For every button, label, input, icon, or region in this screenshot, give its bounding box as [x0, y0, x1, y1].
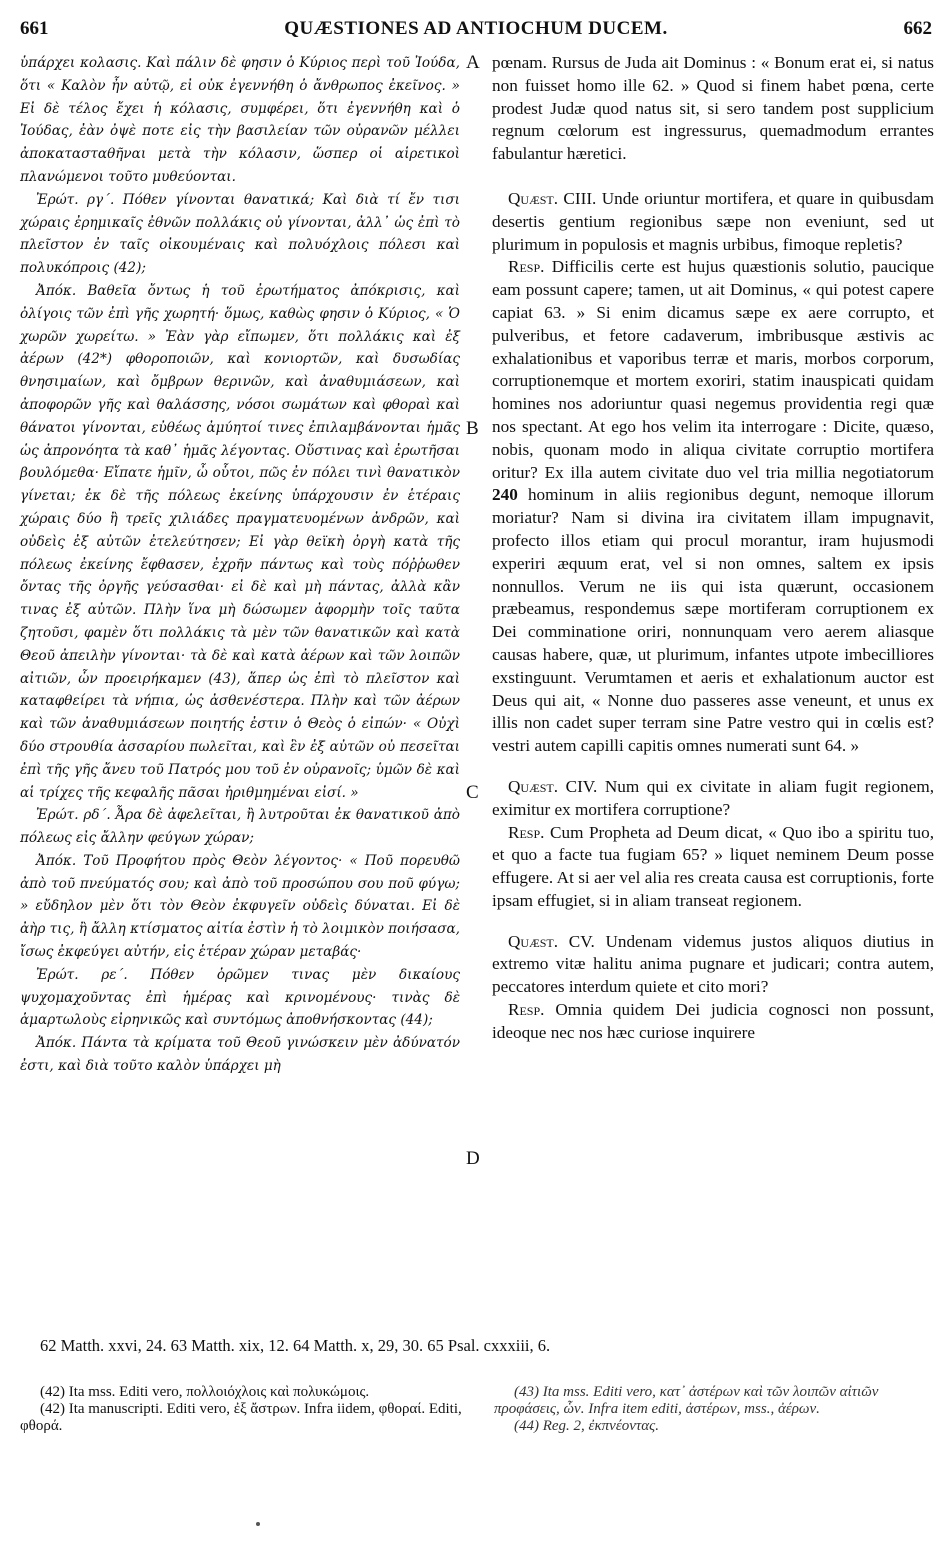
- editorial-notes-right: [494, 1384, 934, 1435]
- editorial-note: (42) Ita mss. Editi vero, πολλοιόχλοις καὶ πολυκώμοις.: [40, 1384, 370, 1400]
- running-header: [20, 18, 932, 44]
- greek-question-103: Ἐρώτ. ργ΄. Πόθεν γίνονται θανατικά; Καὶ διὰ τί ἔν τισι χώραις ἐρημικαῖς ἐθνῶν πολλάκις οὐ γίνονται, ἀλλ᾽ ὡς ἐπὶ τὸ πλεῖστον ἐν ταῖς οἰκουμέναις καὶ πολυόχλοις πόλεσι καὶ πολυκόπροις (42);: [20, 191, 460, 277]
- greek-question-105: Ἐρώτ. ρε΄. Πόθεν ὁρῶμεν τινας μὲν δικαίους ψυχομαχοῦντας ἐπὶ ἡμέρας καὶ κρινομένους· τινὰς δὲ ἁμαρτωλοὺς εἰρηνικῶς καὶ συντόμως ἀποθνήσκοντας (44);: [20, 966, 460, 1029]
- margin-letter-c: C: [466, 782, 479, 803]
- question-label: Quæst.: [508, 188, 559, 208]
- response-label: Resp.: [508, 1000, 545, 1020]
- page-number-left: 661: [20, 18, 49, 39]
- latin-column: [492, 52, 934, 1045]
- column-number: 240: [492, 485, 518, 505]
- latin-question-103: Quæst. CIII. Unde oriuntur mortifera, et quare in quibusdam desertis gentium regionibus sæpe non eveniunt, sed ut plurimum in populosis et magnis urbibus, fimoque repletis?: [492, 188, 934, 254]
- greek-answer-105: Ἀπόκ. Πάντα τὰ κρίματα τοῦ Θεοῦ γινώσκειν μὲν ἀδύνατόν ἐστι, καὶ διὰ τοῦτο καλὸν ὑπάρχει μὴ: [20, 1035, 460, 1075]
- latin-question-104: Quæst. CIV. Num qui ex civitate in aliam fugit regionem, eximitur ex mortifera corruptione?: [492, 776, 935, 819]
- editorial-note: (43) Ita mss. Editi vero, κατ᾽ ἀστέρων καὶ τῶν λοιπῶν αἰτιῶν προφάσεις, ὧν. Infra item editi, ἀστέρων, mss., ἀέρων.: [494, 1384, 879, 1417]
- editorial-notes-left: [20, 1384, 466, 1435]
- latin-response-104: Resp. Cum Propheta ad Deum dicat, « Quo ibo a spiritu tuo, et quo a facte tua fugiam 65? » liquet neminem Deum posse effugere. At si aer vel alia res creata causa est corruptionis, forte ipsam effugiet, si in aliam transeat regionem.: [492, 822, 935, 910]
- page-number-right: 662: [903, 18, 932, 39]
- question-label: Quæst.: [508, 776, 559, 796]
- latin-paragraph: pœnam. Rursus de Juda ait Dominus : « Bonum erat ei, si natus non fuisset homo ille 62. » Quod si finem habet pœna, certe prodest Judæ quod natus sit, si sero tandem post supplicium regnum cœlorum est ingressurus, quemadmodum errantes fabulantur hæretici.: [492, 53, 934, 164]
- greek-question-104: Ἐρώτ. ρδ΄. Ἆρα δὲ ἀφελεῖται, ἢ λυτροῦται ἐκ θανατικοῦ ἀπὸ πόλεως εἰς ἄλλην φεύγων χώραν;: [20, 807, 460, 847]
- greek-answer-104: Ἀπόκ. Τοῦ Προφήτου πρὸς Θεὸν λέγοντος· « Ποῦ πορευθῶ ἀπὸ τοῦ πνεύματός σου; καὶ ἀπὸ τοῦ προσώπου σου ποῦ φύγω; » εὔδηλον μὲν ὅτι τὸν Θεὸν ἐκφυγεῖν οὐδεὶς δύναται. Εἰ δὲ ἀὴρ τις, ἢ ἄλλη κτίσματος αἰτία ἐστὶν ἡ τὸ λοιμικὸν ποιήσασα, ἴσως ἐκφεύγει αὐτήν, εἰς ἑτέραν χώραν μεταβάς·: [20, 852, 460, 961]
- scripture-footnotes: 62 Matth. xxvi, 24. 63 Matth. xix, 12. 64 Matth. x, 29, 30. 65 Psal. cxxxiii, 6.: [40, 1336, 551, 1355]
- latin-question-105: Quæst. CV. Undenam videmus justos aliquos diutius in extremo vitæ halitu anima pugnare et judicari; contra autem, peccatores interdum quiete et cito mori?: [492, 931, 935, 997]
- response-label: Resp.: [508, 257, 545, 277]
- margin-letter-b: B: [466, 418, 479, 439]
- greek-column: [20, 52, 460, 1078]
- greek-paragraph: ὑπάρχει κολασις. Καὶ πάλιν δὲ φησιν ὁ Κύριος περὶ τοῦ Ἰούδα, ὅτι « Καλὸν ἦν αὐτῷ, εἰ οὐκ ἐγεννήθη ὁ ἄνθρωπος ἐκεῖνος. » Εἰ δὲ τέλος ἔχει ἡ κόλασις, συμφέρει, ὅτι ἐγεννήθη καὶ ὁ Ἰούδας, ἐὰν ὀψὲ ποτε εἰς τὴν βασιλείαν τῶν οὐρανῶν μέλλει ἀποκατασταθῆναι μετὰ τὴν κόλασιν, ὥσπερ οἱ αἱρετικοὶ πλανώμενοι τοῦτο μυθεύονται.: [20, 55, 460, 185]
- latin-response-105: Resp. Omnia quidem Dei judicia cognosci non possunt, ideoque nec nos hæc curiose inquirere: [492, 1000, 935, 1042]
- greek-answer-103: Ἀπόκ. Βαθεῖα ὄντως ἡ τοῦ ἐρωτήματος ἀπόκρισις, καὶ ὀλίγοις τῶν ἐπὶ γῆς χωρητή· ὅμως, καθὼς φησιν ὁ Κύριος, « Ὁ χωρῶν χωρείτω. » Ἐὰν γὰρ εἴπωμεν, ὅτι πολλάκις καὶ ἐξ ἀέρων (42*) φθοροποιῶν, καὶ κονιορτῶν, καὶ δυσωδίας θνησιμαίων, καὶ ὄμβρων θερινῶν, καὶ ἀναθυμιάσεων, καὶ ἀποφορῶν γῆς καὶ θαλάσσης, νόσοι σωμάτων καὶ φθοραὶ καὶ θάνατοι γίνονται, εὐθέως ἀμύητοί τινες ἐπιλαμβάνονται ἡμᾶς ὡς ἀπρονόητα τὰ καθ᾽ ἡμᾶς λέγοντας. Οὕστινας καὶ ἐρωτῆσαι βουλόμεθα· Εἴπατε ἡμῖν, ὦ οὗτοι, πῶς ἐν πόλει τινὶ θανατικὸν γίνεται; ἐκ δὲ τῆς πόλεως ἐκείνης ὑπάρχουσιν ἐν ἑτέραις χώραις δύο ἢ τρεῖς χιλιάδες πραγματευομένων ἀνδρῶν, καὶ οὐδεὶς ἐξ αὐτῶν ἐτελεύτησεν; Εἰ γὰρ θεϊκὴ ὀργὴ κατὰ τῆς πόλεως ἐκείνης ἔφθασεν, ἐχρῆν πάντως καὶ τοὺς πόῤῥωθεν ὄντας τῆς ὀργῆς γεύσασθαι· εἰ δὲ καὶ μὴ πάντας, ἀλλὰ κἂν τινας ἐξ αὐτῶν. Πλὴν ἵνα μὴ δώσωμεν ἀφορμὴν τοῖς ταῦτα ζητοῦσι, φαμὲν ὅτι πολλάκις τὰ μὲν τῶν θανατικῶν καὶ κατὰ Θεοῦ ἀπειλὴν γίνονται· τὰ δὲ καὶ κατὰ ἀέρων καὶ τῶν λοιπῶν αἰτιῶν, ὧν προειρήκαμεν (43), ἅπερ ὡς ἐπὶ τὸ πλεῖστον καὶ καταφθείρει τὰ νήπια, ὡς ἀσθενέστερα. Πλὴν καὶ τῶν ἀέρων καὶ τῶν ἀναθυμιάσεων ποιητής ἐστιν ὁ Θεὸς ὁ εἰπών· « Οὐχὶ δύο στρουθία ἀσσαρίου πωλεῖται, καὶ ἓν ἐξ αὐτῶν οὐ πεσεῖται ἐπὶ τῆς γῆς ἄνευ τοῦ Πατρός μου τοῦ ἐν οὐρανοῖς; ὑμῶν δὲ καὶ αἱ τρίχες τῆς κεφαλῆς πᾶσαι ἠριθμημέναι εἰσί. »: [20, 282, 460, 801]
- ink-speck: [256, 1522, 260, 1526]
- latin-response-103: Resp. Difficilis certe est hujus quæstionis solutio, paucique eam possunt capere; tamen, ut ait Dominus, « qui potest capere capiat 63. » Si enim dicamus sæpe ex aere corrupto, et pulveribus, et fetore cadaverum, imbribusque æstivis ac exhalationibus et vaporibus terræ et maris, morbos corporum, corruptionemque et mortem exoriri, statim inauspicati quidam homines nos adoriuntur quasi negemus providentia regi quæ nos spectant. At ego hos velim ita interrogare : Dicite, quæso, nobis, quonam modo in aliqua civitate corruptio mortifera oritur? Ex illa autem civitate duo vel tria millia negotiatorum 240 hominum in aliis regionibus degunt, nemoque illorum moriatur? Nam si divina ira civitatem illam impugnavit, profecto illos etiam qui procul morantur, iram hujusmodi experiri æquum erat, vel si non omnes, saltem ex ipsis nonnullos. Verum ne iis qui ista quærunt, occasionem præbeamus, respondemus sæpe mortiferam corruptionem ex Dei comminatione oriri, nonnunquam vero aerem aliasque causas habere, quæ, ut plurimum, infantes utpote imbecilliores exstinguunt. Verumtamen et aeris et exhalationum auctor est Deus qui ait, « Nonne duo passeres asse veneunt, et unus ex illis non cadet super terram sine Patre vestro qui in cœlis est? vestri autem capilli capitis omnes numerati sunt 64. »: [492, 257, 934, 756]
- margin-letter-a: A: [466, 52, 480, 73]
- editorial-note: (42) Ita manuscripti. Editi vero, ἐξ ἄστρων. Infra iidem, φθοραί. Editi, φθορά.: [20, 1401, 462, 1434]
- question-label: Quæst.: [508, 931, 559, 951]
- response-label: Resp.: [508, 822, 545, 842]
- running-title: QUÆSTIONES AD ANTIOCHUM DUCEM.: [284, 18, 668, 39]
- margin-letter-d: D: [466, 1148, 480, 1169]
- editorial-note: (44) Reg. 2, ἐκπνέοντας.: [514, 1418, 659, 1434]
